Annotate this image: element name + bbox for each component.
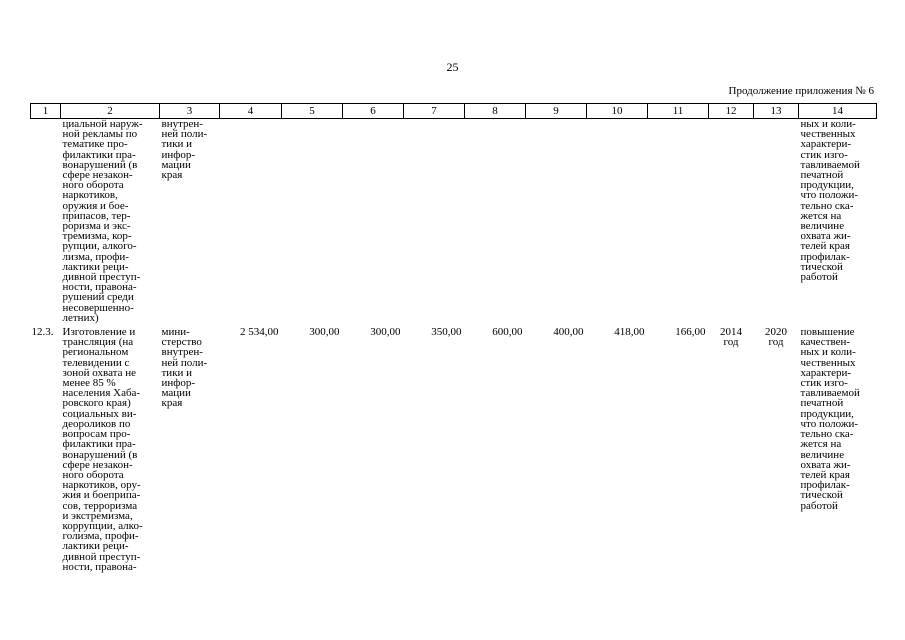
column-header: 2 [61,104,160,119]
row-number: 12.3. [31,326,54,339]
measure-name: Изготовление и трансляция (на региональном телевидении с зоной охвата не менее 85 % населения Хаба- ровского края) социальных ви- деороликов по вопросам про- филактики пра- вонарушений (в сфере незакон- ного оборота наркотиков, ору- жия и боеприпа- сов, терроризма и экстремизма, коррупции, алко- голизма, профи- лактики реци- дивной преступ- ности, правона- [62,326,143,573]
amount-cell: 418,00 [614,326,645,339]
column-header: 8 [465,104,526,119]
column-header: 13 [754,104,799,119]
amount-cell: 400,00 [553,326,584,339]
column-header: 4 [220,104,282,119]
column-header: 7 [404,104,465,119]
column-header: 12 [709,104,754,119]
column-header: 1 [31,104,61,119]
expected-result: ных и коли- чественных характери- стик изго- тавливаемой печатной продукции, что положи- тельно ска- жется на величине охвата жи- телей края профилак- тической работой [800,118,860,284]
row-number [31,119,61,324]
amount-cell [404,119,465,324]
start-year: 2014 год [720,326,742,349]
continuation-label: Продолжение приложения № 6 [728,85,874,97]
amount-cell: 166,00 [675,326,706,339]
end-year [754,119,799,324]
amount-cell [282,119,343,324]
expected-result: повышение качествен- ных и коли- чественных характери- стик изго- тавливаемой печатной продукции, что положи- тельно ска- жется на величине охвата жи- телей края профилак- тической работой [800,326,860,512]
amount-cell [343,119,404,324]
executor: внутрен- ней поли- тики и инфор- мации края [161,118,208,182]
table-row [31,119,877,324]
amount-cell [587,119,648,324]
amount-cell [526,119,587,324]
amount-cell: 600,00 [492,326,523,339]
amount-cell [465,119,526,324]
column-header: 10 [587,104,648,119]
start-year [709,119,754,324]
column-header: 3 [160,104,220,119]
amount-cell: 300,00 [370,326,401,339]
column-header: 5 [282,104,343,119]
measure-name: циальной наруж- ной рекламы по тематике про- филактики пра- вонарушений (в сфере незакон- ного оборота наркотиков, оружия и бое- припасов, тер- роризма и экс- тремизма, кор- рупции, алкого- лизма, профи- лактики реци- дивной преступ- ности, правона- рушений среди несовершенно- летних) [62,118,143,324]
amount-cell: 350,00 [431,326,462,339]
end-year: 2020 год [765,326,787,349]
program-table [30,103,877,572]
column-header: 6 [343,104,404,119]
table-row [31,323,877,572]
total-amount [220,119,282,324]
page-number: 25 [446,60,459,74]
column-header: 11 [648,104,709,119]
amount-cell: 300,00 [309,326,340,339]
total-amount: 2 534,00 [240,326,279,339]
column-header: 9 [526,104,587,119]
column-numbers-row [31,104,877,119]
column-header: 14 [799,104,877,119]
amount-cell [648,119,709,324]
executor: мини- стерство внутрен- ней поли- тики и инфор- мации края [161,326,208,410]
